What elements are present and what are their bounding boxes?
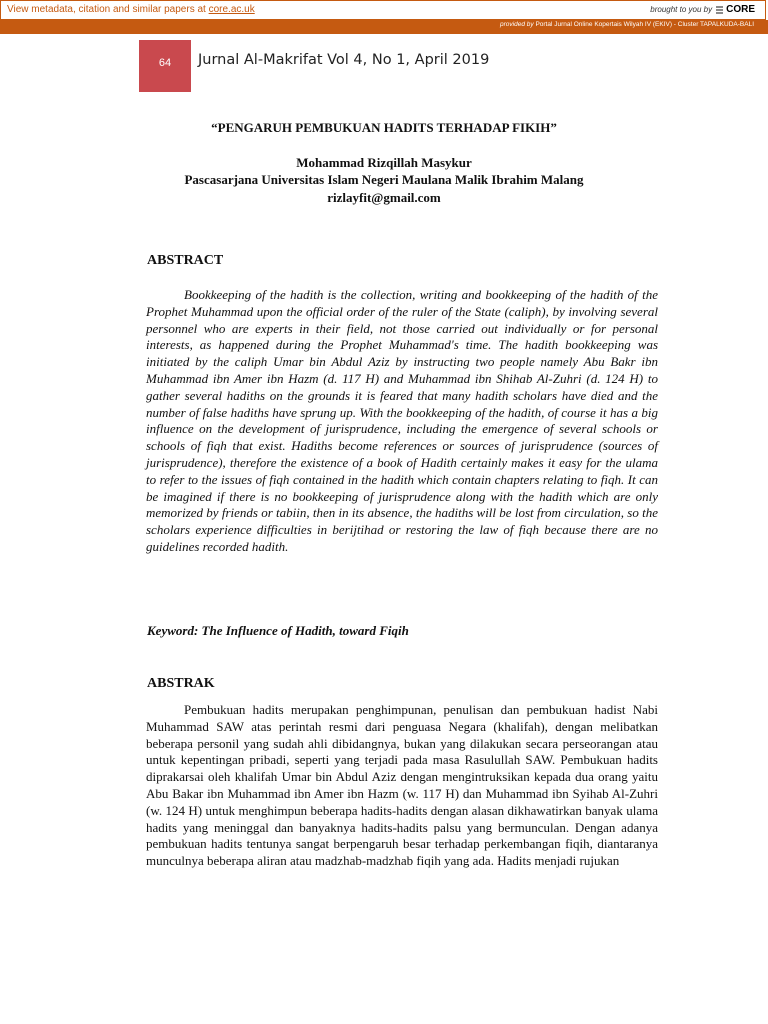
brought-by-text: brought to you by: [650, 5, 713, 14]
abstract-heading: ABSTRACT: [147, 253, 224, 268]
journal-header: Jurnal Al-Makrifat Vol 4, No 1, April 2019: [198, 52, 490, 68]
core-logo[interactable]: [715, 4, 755, 15]
core-link[interactable]: core.ac.uk: [208, 4, 255, 15]
author-name: Mohammad Rizqillah Masykur: [296, 155, 472, 170]
core-logo-text: CORE: [726, 4, 755, 15]
page-number-badge: [139, 40, 191, 92]
provided-by-label: provided by: [500, 21, 534, 28]
page-number: 64: [158, 57, 172, 69]
metadata-text: View metadata, citation and similar papers at: [7, 4, 209, 15]
metadata-notice: [7, 4, 255, 15]
paper-title: “PENGARUH PEMBUKUAN HADITS TERHADAP FIKIH”: [211, 120, 557, 135]
core-logo-icon: [715, 5, 724, 15]
keywords: Keyword: The Influence of Hadith, toward Fiqih: [147, 623, 409, 638]
provided-by-bar: [0, 20, 768, 34]
provided-by-source: Portal Jurnal Online Kopertais Wilyah IV (EKIV) - Cluster TAPALKUDA-BALI: [533, 21, 754, 28]
provided-by[interactable]: [500, 21, 754, 28]
abstract-body: Bookkeeping of the hadith is the collection, writing and bookkeeping of the hadith of the Prophet Muhammad upon the official order of the ruler of the State (caliph), by involving several personnel who are experts in their field, not those carried out individually or for personal interests, as happened during the Prophet Muhammad's time. The hadith bookkeeping was initiated by the caliph Umar bin Abdul Aziz by instructing two people namely Abu Bakr ibn Muhammad ibn Amer ibn Hazm (d. 117 H) and Muhammad ibn Shihab Al-Zuhri (d. 124 H) to gather several hadiths on the grounds it is feared that many hadith scholars have died and the number of false hadiths have sprung up. With the bookkeeping of the hadith, of course it has a big influence on the development of jurisprudence, including the emergence of several schools or schools of fiqh that exist. Hadiths become references or sources of jurisprudence (sources of jurisprudence), therefore the existence of a book of Hadith certainly makes it easy for the ulama to refer to the issues of fiqh contained in the hadith which contain chapters relating to fiqh. It can be imagined if there is no bookkeeping of jurisprudence along with the hadith which are only memorized by friends or tabiin, then in its absence, the hadiths will be lost from circulation, so the scholars experience difficulties in berijtihad or restoring the law of fiqh because there are no guidelines recorded hadith.: [146, 287, 658, 554]
author-affiliation: Pascasarjana Universitas Islam Negeri Maulana Malik Ibrahim Malang: [184, 172, 584, 187]
brought-by[interactable]: [650, 4, 755, 15]
core-banner: [0, 0, 766, 20]
author-email: rizlayfit@gmail.com: [327, 190, 441, 205]
abstrak-heading: ABSTRAK: [147, 676, 215, 691]
abstrak-body: Pembukuan hadits merupakan penghimpunan, penulisan dan pembukuan hadist Nabi Muhammad SAW atas perintah resmi dari penguasa Negara (khalifah), dengan melibatkan beberapa personil yang sudah ahli dibidangnya, bukan yang dilakukan secara perseorangan atau untuk kepentingan pribadi, seperti yang terjadi pada masa Rasulullah SAW. Pembukuan hadits diprakarsai oleh khalifah Umar bin Abdul Aziz dengan mengintruksikan kepada dua orang yaitu Abu Bakar ibn Muhammad ibn Amer ibn Hazm (w. 117 H) dan Muhammad ibn Syihab Al-Zuhri (w. 124 H) untuk menghimpun beberapa hadits-hadits dengan alasan dikhawatirkan banyak ulama hadits yang meninggal dan banyaknya hadits-hadits palsu yang bermunculan. Dengan adanya pembukuan hadits tentunya sangat berpengaruh besar terhadap perkembangan fiqih, diantaranya munculnya beberapa aliran atau madzhab-madzhab fiqih yang ada. Hadits menjadi rujukan: [146, 702, 658, 869]
